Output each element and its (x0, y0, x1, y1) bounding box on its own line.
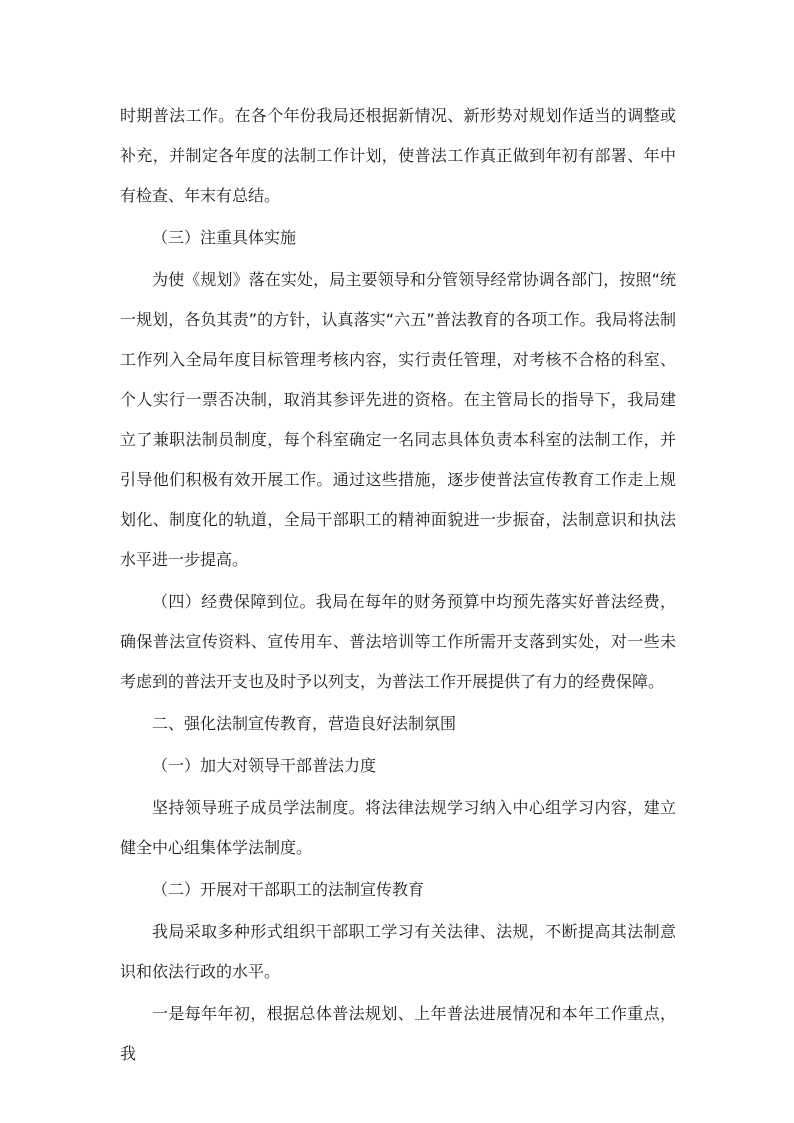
paragraph-staff-education: 我局采取多种形式组织干部职工学习有关法律、法规，不断提高其法制意识和依法行政的水平。 (120, 922, 676, 981)
subheading-two: （二）开展对干部职工的法制宣传教育 (152, 880, 425, 899)
section-heading-two: 二、强化法制宣传教育，营造良好法制氛围 (152, 714, 457, 733)
paragraph-continuation: 时期普法工作。在各个年份我局还根据新情况、新形势对规划作适当的调整或补充，并制定各年度的法制工作计划，使普法工作真正做到年初有部署、年中有检查、年末有总结。 (120, 106, 676, 205)
paragraph-leadership-study: 坚持领导班子成员学法制度。将法律法规学习纳入中心组学习内容，建立健全中心组集体学法制度。 (120, 798, 676, 857)
subheading-one: （一）加大对领导干部普法力度 (152, 756, 377, 775)
document-page (120, 96, 676, 1074)
paragraph-implementation: 为使《规划》落在实处，局主要领导和分管领导经常协调各部门，按照“统一规划，各负其责”的方针，认真落实“六五”普法教育的各项工作。我局将法制工作列入全局年度目标管理考核内容，实行责任管理，对考核不合格的科室、个人实行一票否决制，取消其参评先进的资格。在主管局长的指导下，我局建立了兼职法制员制度，每个科室确定一名同志具体负责本科室的法制工作，并引导他们积极有效开展工作。通过这些措施，逐步使普法宣传教育工作走上规划化、制度化的轨道，全局干部职工的精神面貌进一步振奋，法制意识和执法水平进一步提高。 (120, 270, 676, 569)
paragraph-annual-plan: 一是每年年初，根据总体普法规划、上年普法进展情况和本年工作重点，我 (120, 1004, 676, 1063)
paragraph-funding: （四）经费保障到位。我局在每年的财务预算中均预先落实好普法经费，确保普法宣传资料、宣传用车、普法培训等工作所需开支落到实处，对一些未考虑到的普法开支也及时予以列支，为普法工作开展提供了有力的经费保障。 (120, 592, 676, 691)
subheading-three: （三）注重具体实施 (152, 228, 297, 247)
